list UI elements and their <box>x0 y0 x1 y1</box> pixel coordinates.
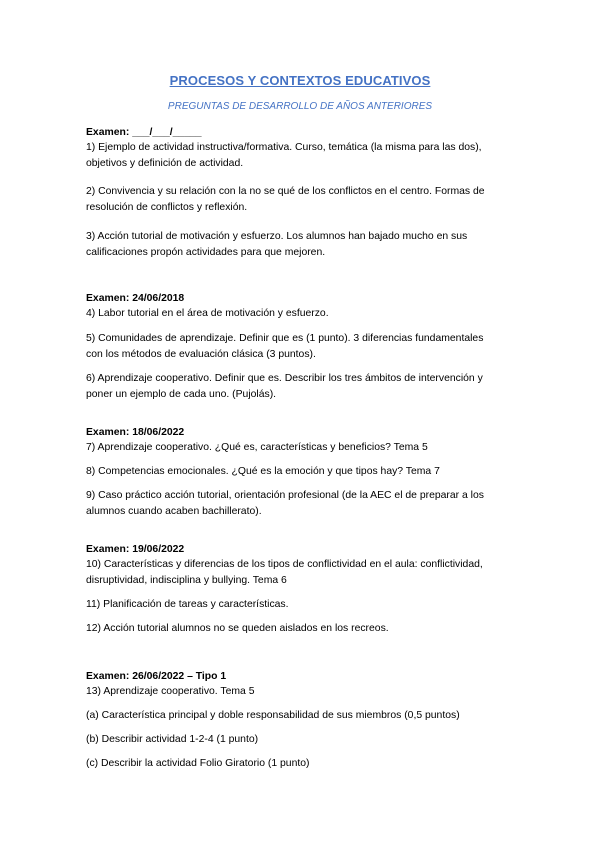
question-line: objetivos y definición de actividad. <box>86 158 244 169</box>
question-line: disruptividad, indisciplina y bullying. Tema 6 <box>86 575 287 586</box>
question-line: 5) Comunidades de aprendizaje. Definir que es (1 punto). 3 diferencias fundamentales <box>86 333 484 344</box>
question-line: (c) Describir la actividad Folio Giratorio (1 punto) <box>86 758 310 769</box>
exam-header: Examen: 26/06/2022 – Tipo 1 <box>86 671 227 682</box>
question-line: (b) Describir actividad 1-2-4 (1 punto) <box>86 734 259 745</box>
question-line: 2) Convivencia y su relación con la no se qué de los conflictos en el centro. Formas de <box>86 186 485 197</box>
exam-header: Examen: 24/06/2018 <box>86 293 185 304</box>
question-line: resolución de conflictos y reflexión. <box>86 202 248 213</box>
question-line: 11) Planificación de tareas y características. <box>86 599 289 610</box>
exam-header: Examen: 18/06/2022 <box>86 427 185 438</box>
question-line: 7) Aprendizaje cooperativo. ¿Qué es, características y beneficios? Tema 5 <box>86 442 428 453</box>
question-line: calificaciones propón actividades para que mejoren. <box>86 247 326 258</box>
question-line: 6) Aprendizaje cooperativo. Definir que es. Describir los tres ámbitos de intervención y <box>86 373 483 384</box>
question-line: alumnos cuando acaben bachillerato). <box>86 506 262 517</box>
question-line: (a) Característica principal y doble responsabilidad de sus miembros (0,5 puntos) <box>86 710 460 721</box>
page-subtitle: PREGUNTAS DE DESARROLLO DE AÑOS ANTERIORES <box>167 101 433 112</box>
question-line: 10) Características y diferencias de los tipos de conflictividad en el aula: conflictividad, <box>86 559 483 570</box>
question-line: 1) Ejemplo de actividad instructiva/formativa. Curso, temática (la misma para las dos), <box>86 142 482 153</box>
page-title: PROCESOS Y CONTEXTOS EDUCATIVOS <box>169 73 431 88</box>
exam-header: Examen: 19/06/2022 <box>86 544 185 555</box>
question-line: 9) Caso práctico acción tutorial, orientación profesional (de la AEC el de preparar a los <box>86 490 484 501</box>
question-line: 3) Acción tutorial de motivación y esfuerzo. Los alumnos han bajado mucho en sus <box>86 231 468 242</box>
question-line: poner un ejemplo de cada uno. (Pujolás). <box>86 389 277 400</box>
question-line: 12) Acción tutorial alumnos no se queden aislados en los recreos. <box>86 623 389 634</box>
exam-header: Examen: ___/___/_____ <box>86 127 202 138</box>
question-line: 4) Labor tutorial en el área de motivación y esfuerzo. <box>86 308 329 319</box>
question-line: 8) Competencias emocionales. ¿Qué es la emoción y que tipos hay? Tema 7 <box>86 466 440 477</box>
question-line: 13) Aprendizaje cooperativo. Tema 5 <box>86 686 255 697</box>
question-line: con los métodos de evaluación clásica (3 puntos). <box>86 349 316 360</box>
